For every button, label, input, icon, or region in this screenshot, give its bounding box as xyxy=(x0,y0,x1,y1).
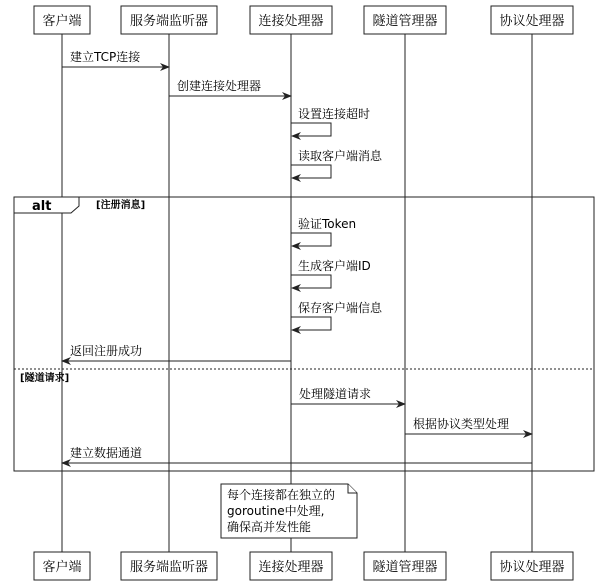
alt-guard-tunnel: [隧道请求] xyxy=(20,373,70,384)
participant-listener-bottom xyxy=(121,552,217,580)
note-line-3: 确保高并发性能 xyxy=(227,520,312,534)
participant-client-top xyxy=(34,6,90,34)
participant-label: 连接处理器 xyxy=(258,14,324,29)
participant-label: 服务端监听器 xyxy=(129,14,209,29)
participant-proto-top xyxy=(491,6,573,34)
participant-client-bottom xyxy=(34,552,90,580)
message-5 xyxy=(291,258,371,288)
participant-label: 协议处理器 xyxy=(499,14,565,29)
self-message-arrow xyxy=(291,233,331,246)
message-4 xyxy=(291,217,356,246)
participant-label: 协议处理器 xyxy=(499,560,565,575)
participant-label: 隧道管理器 xyxy=(372,560,438,575)
message-2 xyxy=(291,106,370,136)
message-label: 读取客户端消息 xyxy=(298,149,383,163)
participant-listener-top xyxy=(121,6,217,34)
participant-label: 客户端 xyxy=(42,560,82,575)
message-label: 建立TCP连接 xyxy=(70,50,141,64)
message-label: 建立数据通道 xyxy=(70,446,143,460)
message-3 xyxy=(291,148,383,178)
note-line-1: 每个连接都在独立的 xyxy=(227,488,336,502)
message-10 xyxy=(62,445,532,463)
message-9 xyxy=(405,416,532,434)
message-6 xyxy=(291,300,383,330)
alt-guard-register: [注册消息] xyxy=(96,200,146,211)
message-0 xyxy=(62,49,169,67)
self-message-arrow xyxy=(291,275,331,288)
participant-label: 连接处理器 xyxy=(258,560,324,575)
participant-tunnel-top xyxy=(364,6,446,34)
participant-proto-bottom xyxy=(491,552,573,580)
note-box xyxy=(221,484,357,538)
participant-label: 隧道管理器 xyxy=(372,14,438,29)
alt-frame-keyword: alt xyxy=(32,199,52,214)
message-label: 验证Token xyxy=(298,217,357,231)
message-label: 处理隧道请求 xyxy=(299,387,372,401)
self-message-arrow xyxy=(291,165,331,178)
participant-conn-top xyxy=(250,6,332,34)
participant-label: 客户端 xyxy=(42,14,82,29)
note-line-2: goroutine中处理, xyxy=(227,504,325,518)
participant-conn-bottom xyxy=(250,552,332,580)
self-message-arrow xyxy=(291,317,331,330)
message-label: 保存客户端信息 xyxy=(298,301,383,315)
message-8 xyxy=(291,386,405,404)
self-message-arrow xyxy=(291,123,331,136)
participant-tunnel-bottom xyxy=(364,552,446,580)
message-label: 返回注册成功 xyxy=(70,344,143,358)
message-label: 根据协议类型处理 xyxy=(413,417,510,431)
message-label: 创建连接处理器 xyxy=(177,79,262,93)
participant-label: 服务端监听器 xyxy=(129,560,209,575)
message-7 xyxy=(62,343,291,361)
message-label: 生成客户端ID xyxy=(298,259,371,273)
message-1 xyxy=(169,78,291,96)
message-label: 设置连接超时 xyxy=(298,107,371,121)
